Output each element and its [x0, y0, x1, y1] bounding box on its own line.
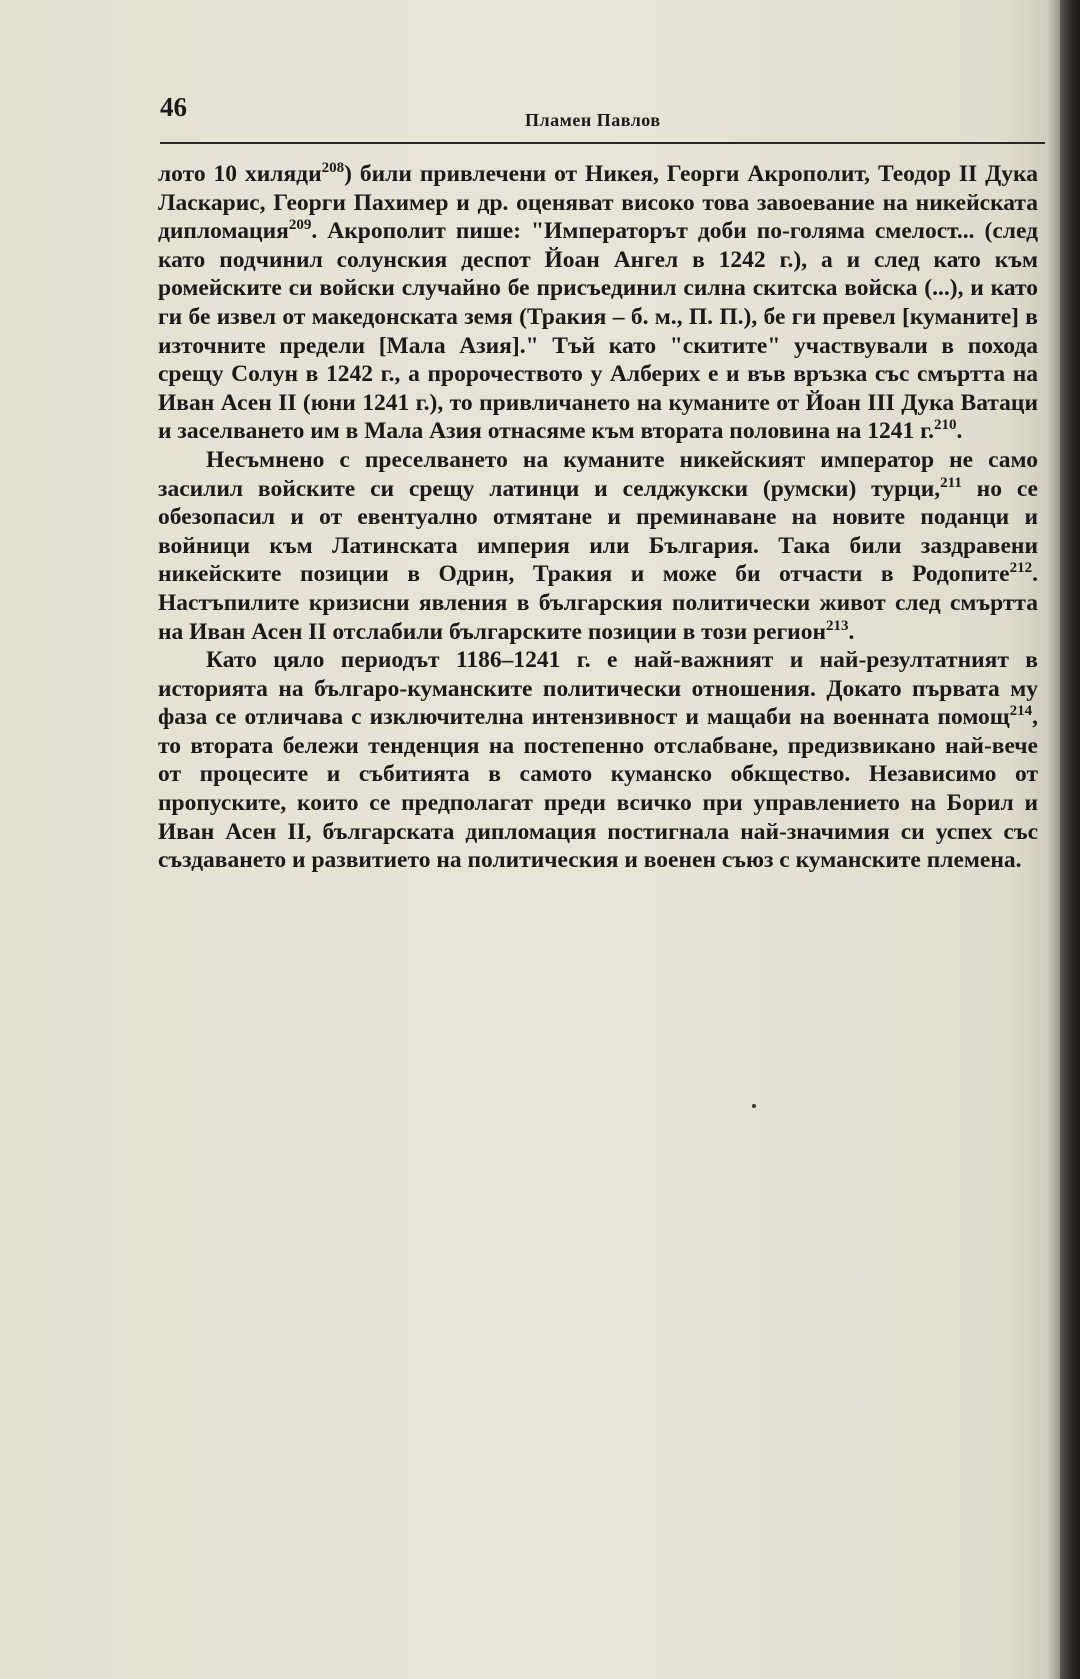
header-rule — [160, 142, 1045, 144]
paragraph — [158, 646, 1038, 875]
text-run: . — [848, 618, 855, 645]
running-title: Пламен Павлов — [525, 110, 661, 130]
book-spine-shadow — [1060, 0, 1080, 1679]
text-run: ) били привлечени от Никея, Георги Акрополит, Теодор II Дука Ласкарис, Георги Пахимер и др. оценяват високо това завоевание на никейската дипломация — [158, 161, 1038, 245]
text-run: но се обезопасил и от евентуално отмятане и преминаване на новите поданци и войници към Латинската империя или България. Така били заздравени никейските позиции в Одрин, Тракия и може би отчасти в Родопите — [158, 475, 1038, 588]
page-header — [160, 92, 1045, 140]
text-run: , то втората бележи тенденция на постепенно отслабване, предизвикано най-вече от процесите и събитията в самото куманско обкщество. Независимо от пропуските, които се предполагат преди всичко при управлението на Борил и Иван Асен II, българската дипломация постигнала най-значимия си успех със създаването и развитието на политическия и военен съюз с куманските племена. — [158, 704, 1038, 874]
footnote-ref: 213 — [826, 617, 849, 634]
paragraph — [158, 446, 1038, 646]
footnote-ref: 211 — [940, 474, 962, 491]
text-run: . — [956, 418, 963, 445]
footnote-ref: 214 — [1009, 703, 1033, 720]
text-run: Несъмнено с преселването на куманите никейският император не само засилил войските си срещу латинци и селджукски (румски) турци, — [158, 446, 1038, 502]
text-run: . Настъпилите кризисни явления в българския политически живот след смъртта на Иван Асен II отслабили българските позиции в този регион — [158, 561, 1038, 645]
body-text — [158, 160, 1038, 875]
footnote-ref: 209 — [288, 217, 312, 234]
text-run: Като цяло периодът 1186–1241 г. е най-важният и най-резултатният в историята на българо-куманските политически отношения. Докато първата му фаза се отличава с изключителна интензивност и мащаби на военната помощ — [158, 647, 1038, 731]
footnote-ref: 208 — [321, 160, 345, 177]
footnote-ref: 210 — [933, 417, 957, 434]
paragraph — [158, 160, 1038, 446]
text-run: . Акрополит пише: "Императорът доби по-голяма смелост... (след като подчинил солунския деспот Йоан Ангел в 1242 г.), а и след като към ромейските си войски случайно бе присъединил силна скитска войска (...), и като ги бе извел от македонската земя (Тракия – б. м., П. П.), бе ги превел [куманите] в източните предели [Мала Азия]." Тъй като "скитите" участвували в похода срещу Солун в 1242 г., а пророчеството у Алберих е и във връзка със смъртта на Иван Асен II (юни 1241 г.), то привличането на куманите от Йоан III Дука Ватаци и заселването им в Мала Азия отнасяме към втората половина на 1241 г. — [158, 218, 1038, 445]
footnote-ref: 212 — [1009, 560, 1033, 577]
text-run: лото 10 хиляди — [158, 161, 322, 187]
ink-speck — [752, 1104, 756, 1108]
page-number: 46 — [160, 92, 187, 122]
